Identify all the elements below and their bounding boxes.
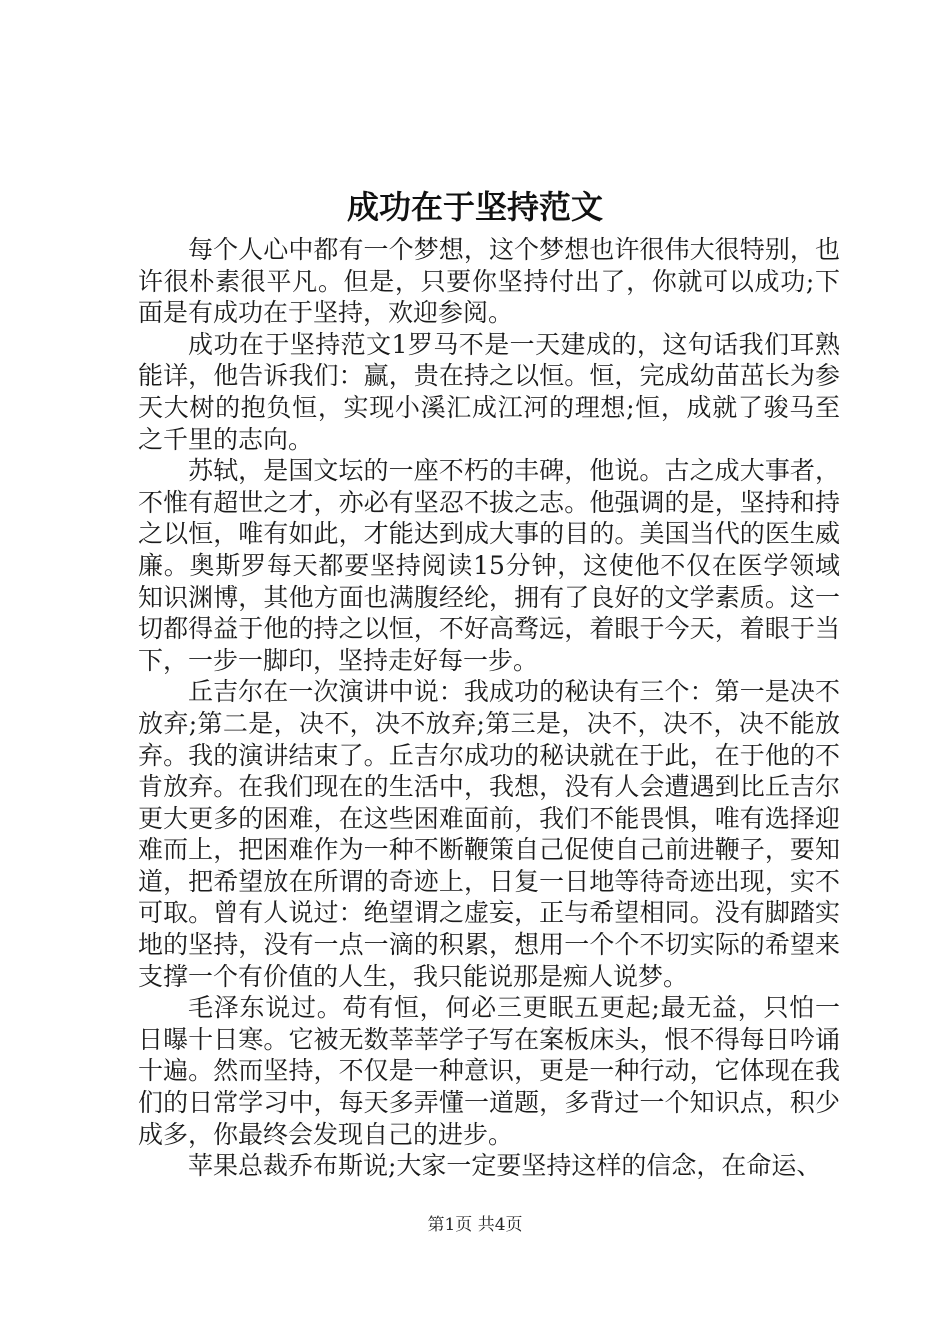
paragraph-3: 苏轼，是国文坛的一座不朽的丰碑，他说。古之成大事者，不惟有超世之才，亦必有坚忍不拔之志。他强调的是，坚持和持之以恒，唯有如此，才能达到成大事的目的。美国当代的医生威廉。奥斯罗每天都要坚持阅读15分钟，这使他不仅在医学领域知识渊博，其他方面也满腹经纶，拥有了良好的文学素质。这一切都得益于他的持之以恒，不好高骛远，着眼于今天，着眼于当下，一步一脚印，坚持走好每一步。 [138, 456, 840, 675]
document-body [138, 234, 840, 1182]
paragraph-2: 成功在于坚持范文1罗马不是一天建成的，这句话我们耳熟能详，他告诉我们：赢，贵在持之以恒。恒，完成幼苗茁长为参天大树的抱负恒，实现小溪汇成江河的理想;恒，成就了骏马至之千里的志向。 [138, 329, 840, 454]
paragraph-4: 丘吉尔在一次演讲中说：我成功的秘诀有三个：第一是决不放弃;第二是，决不，决不放弃;第三是，决不，决不，决不能放弃。我的演讲结束了。丘吉尔成功的秘诀就在于此，在于他的不肯放弃。在我们现在的生活中，我想，没有人会遭遇到比丘吉尔更大更多的困难，在这些困难面前，我们不能畏惧，唯有选择迎难而上，把困难作为一种不断鞭策自己促使自己前进鞭子，要知道，把希望放在所谓的奇迹上，日复一日地等待奇迹出现，实不可取。曾有人说过：绝望谓之虚妄，正与希望相同。没有脚踏实地的坚持，没有一点一滴的积累，想用一个个不切实际的希望来支撑一个有价值的人生，我只能说那是痴人说梦。 [138, 677, 840, 991]
page-footer: 第1页 共4页 [427, 1215, 523, 1235]
document-title: 成功在于坚持范文 [346, 188, 603, 226]
paragraph-5: 毛泽东说过。苟有恒，何必三更眠五更起;最无益，只怕一日曝十日寒。它被无数莘莘学子写在案板床头，恨不得每日吟诵十遍。然而坚持，不仅是一种意识，更是一种行动，它体现在我们的日常学习中，每天多弄懂一道题，多背过一个知识点，积少成多，你最终会发现自己的进步。 [138, 993, 840, 1149]
paragraph-6: 苹果总裁乔布斯说;大家一定要坚持这样的信念，在命运、 [188, 1151, 822, 1181]
paragraph-1: 每个人心中都有一个梦想，这个梦想也许很伟大很特别，也许很朴素很平凡。但是，只要你坚持付出了，你就可以成功;下面是有成功在于坚持，欢迎参阅。 [138, 235, 840, 328]
